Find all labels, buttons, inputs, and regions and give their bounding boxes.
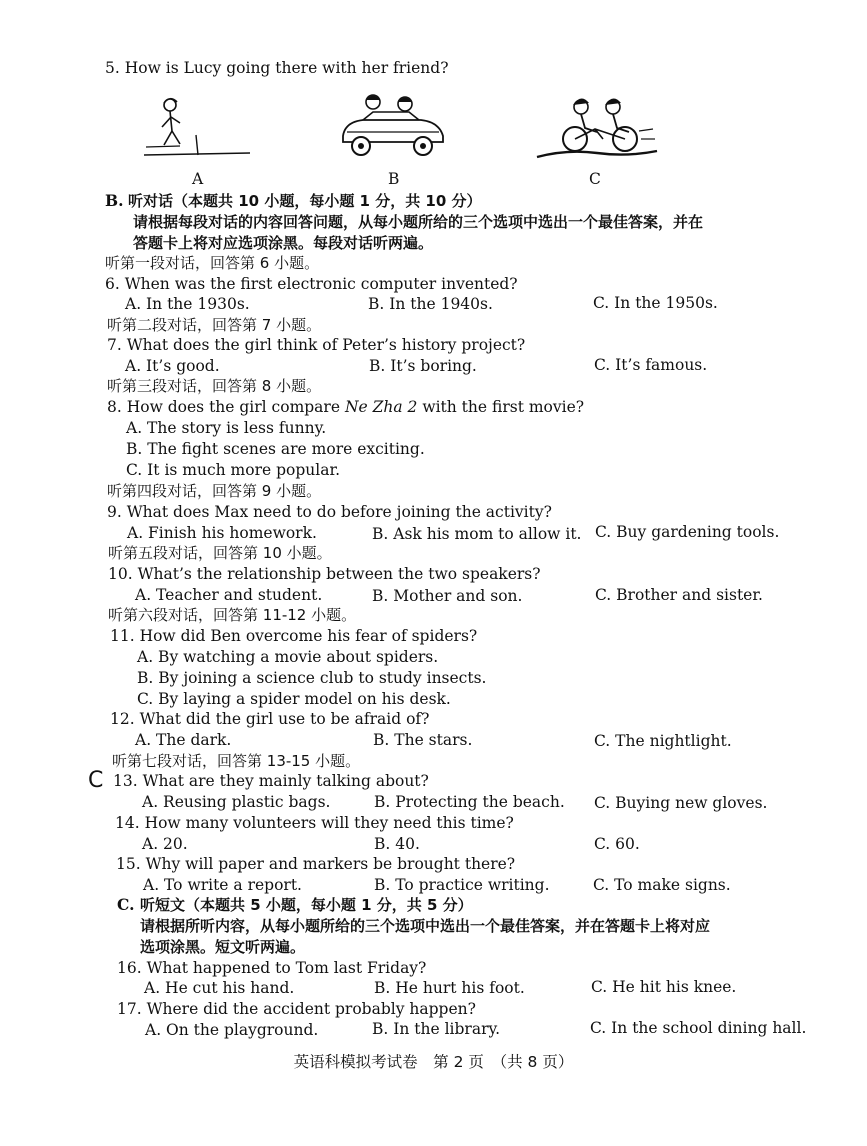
- q13-question: 13. What are they mainly talking about?: [113, 772, 429, 790]
- q9-option-a: A. Finish his homework.: [127, 524, 317, 542]
- q8-movie-title: Ne Zha 2: [344, 398, 418, 416]
- section-b-instruction-1: 请根据每段对话的内容回答问题，从每小题所给的三个选项中选出一个最佳答案，并在: [133, 213, 704, 231]
- dialogue-5-heading: 听第五段对话，回答第 10 小题。: [108, 544, 332, 562]
- page-footer: 英语科模拟考试卷 第 2 页 （共 8 页）: [293, 1053, 574, 1071]
- q12-option-b: B. The stars.: [373, 731, 473, 749]
- q14-question: 14. How many volunteers will they need this time?: [115, 814, 514, 832]
- q17-question: 17. Where did the accident probably happen?: [117, 1000, 476, 1018]
- q17-option-b: B. In the library.: [372, 1020, 501, 1038]
- q16-option-c: C. He hit his knee.: [591, 978, 737, 996]
- q9-question: 9. What does Max need to do before joining the activity?: [107, 503, 552, 521]
- q8-option-c: C. It is much more popular.: [126, 461, 341, 479]
- q12-option-c: C. The nightlight.: [594, 732, 732, 750]
- q7-option-b: B. It’s boring.: [369, 357, 477, 375]
- q15-option-a: A. To write a report.: [143, 876, 302, 894]
- q8-option-b: B. The fight scenes are more exciting.: [126, 440, 425, 458]
- q14-option-c: C. 60.: [594, 835, 640, 853]
- section-c-letter: C.: [117, 895, 135, 914]
- pic-label-b: B: [388, 170, 400, 188]
- q10-option-c: C. Brother and sister.: [595, 586, 763, 604]
- q13-option-a: A. Reusing plastic bags.: [142, 793, 331, 811]
- q15-option-b: B. To practice writing.: [374, 876, 550, 894]
- section-c-title: 听短文（本题共 5 小题，每小题 1 分，共 5 分）: [140, 896, 473, 914]
- q10-question: 10. What’s the relationship between the two speakers?: [108, 565, 541, 583]
- q15-question: 15. Why will paper and markers be brought there?: [116, 855, 516, 873]
- q9-option-c: C. Buy gardening tools.: [595, 523, 780, 541]
- section-b-title: 听对话（本题共 10 小题，每小题 1 分，共 10 分）: [128, 192, 482, 210]
- q14-option-b: B. 40.: [374, 835, 420, 853]
- dialogue-3-heading: 听第三段对话，回答第 8 小题。: [107, 377, 322, 395]
- q16-option-b: B. He hurt his foot.: [374, 979, 525, 997]
- q12-option-a: A. The dark.: [135, 731, 232, 749]
- q16-question: 16. What happened to Tom last Friday?: [117, 959, 427, 977]
- section-c-instruction-1: 请根据所听内容，从每小题所给的三个选项中选出一个最佳答案，并在答题卡上将对应: [140, 917, 711, 935]
- q17-option-c: C. In the school dining hall.: [590, 1019, 807, 1037]
- q9-option-b: B. Ask his mom to allow it.: [372, 525, 582, 543]
- q11-option-c: C. By laying a spider model on his desk.: [137, 690, 451, 708]
- q17-option-a: A. On the playground.: [145, 1021, 319, 1039]
- walking-girl-picture: [140, 95, 255, 165]
- dialogue-4-heading: 听第四段对话，回答第 9 小题。: [107, 482, 322, 500]
- pic-label-c: C: [589, 170, 601, 188]
- q6-option-a: A. In the 1930s.: [125, 295, 250, 313]
- q5-question: 5. How is Lucy going there with her friend?: [105, 59, 449, 77]
- section-b-letter: B.: [105, 191, 124, 210]
- bicycle-picture: [535, 95, 660, 165]
- q8-option-a: A. The story is less funny.: [126, 419, 327, 437]
- q10-option-a: A. Teacher and student.: [135, 586, 323, 604]
- q16-option-a: A. He cut his hand.: [144, 979, 295, 997]
- q14-option-a: A. 20.: [142, 835, 188, 853]
- dialogue-7-heading: 听第七段对话，回答第 13-15 小题。: [112, 752, 361, 770]
- q10-option-b: B. Mother and son.: [372, 587, 523, 605]
- section-b-instruction-2: 答题卡上将对应选项涂黑。每段对话听两遍。: [133, 234, 434, 252]
- q6-option-c: C. In the 1950s.: [593, 294, 718, 312]
- q8-question-pre: 8. How does the girl compare: [107, 398, 345, 416]
- q11-option-b: B. By joining a science club to study insects.: [137, 669, 487, 687]
- q7-option-a: A. It’s good.: [125, 357, 220, 375]
- q6-question: 6. When was the first electronic computer invented?: [105, 275, 518, 293]
- dialogue-2-heading: 听第二段对话，回答第 7 小题。: [107, 316, 322, 334]
- q8-question-post: with the first movie?: [417, 398, 585, 416]
- q13-option-c: C. Buying new gloves.: [594, 794, 768, 812]
- q7-option-c: C. It’s famous.: [594, 356, 708, 374]
- q7-question: 7. What does the girl think of Peter’s history project?: [107, 336, 526, 354]
- pic-label-a: A: [192, 170, 204, 188]
- q11-question: 11. How did Ben overcome his fear of spiders?: [110, 627, 478, 645]
- handwritten-mark: C: [88, 768, 104, 793]
- dialogue-6-heading: 听第六段对话，回答第 11-12 小题。: [108, 606, 357, 624]
- section-c-instruction-2: 选项涂黑。短文听两遍。: [140, 938, 306, 956]
- q6-option-b: B. In the 1940s.: [368, 295, 493, 313]
- q15-option-c: C. To make signs.: [593, 876, 731, 894]
- q13-option-b: B. Protecting the beach.: [374, 793, 565, 811]
- dialogue-1-heading: 听第一段对话，回答第 6 小题。: [105, 254, 320, 272]
- car-picture: [335, 92, 447, 164]
- q8-question: [107, 397, 584, 417]
- q11-option-a: A. By watching a movie about spiders.: [137, 648, 439, 666]
- q12-question: 12. What did the girl use to be afraid of?: [110, 710, 430, 728]
